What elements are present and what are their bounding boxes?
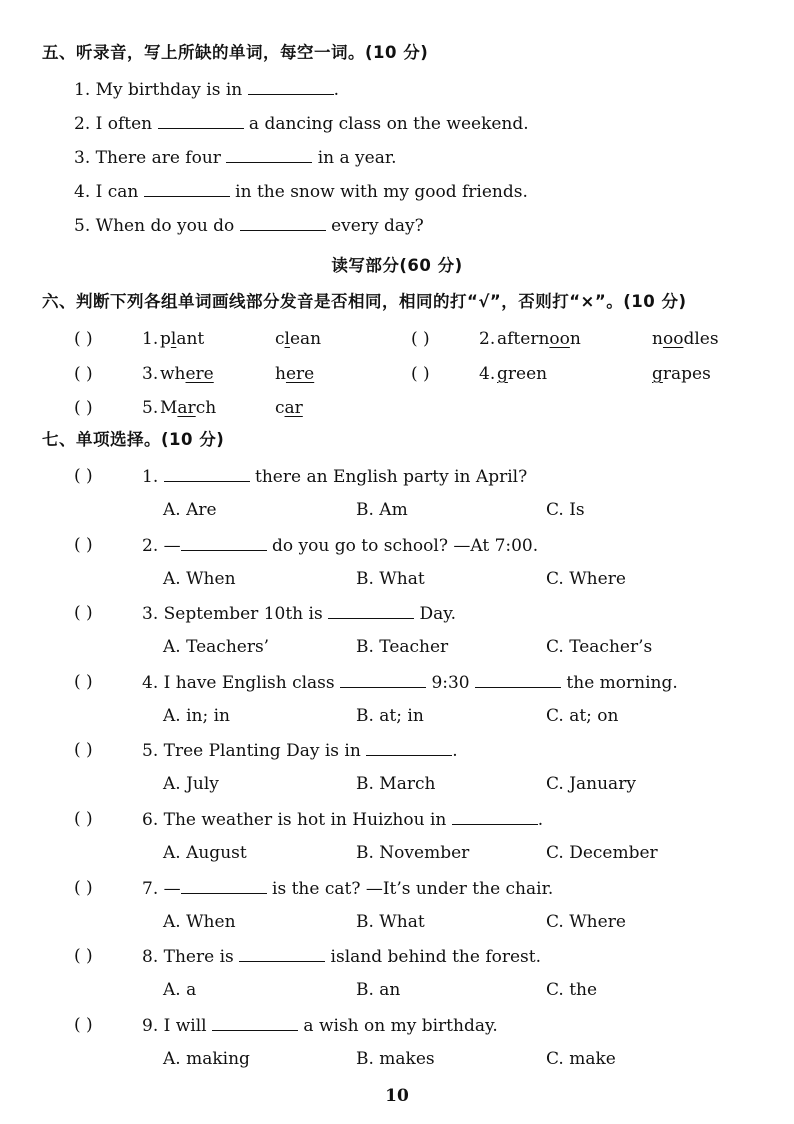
- answer-blank[interactable]: [328, 602, 414, 619]
- fill-in-item: [74, 78, 339, 101]
- option-a[interactable]: A. Are: [163, 500, 217, 520]
- option-a[interactable]: A. When: [163, 912, 236, 932]
- answer-blank[interactable]: [181, 534, 267, 551]
- page-number: 10: [385, 1086, 409, 1106]
- answer-parentheses[interactable]: ( ): [74, 946, 93, 966]
- item-text: .: [333, 80, 340, 100]
- underlined-letters: oo: [549, 329, 570, 349]
- option-b[interactable]: B. Teacher: [356, 637, 449, 657]
- option-c[interactable]: C. December: [546, 843, 658, 863]
- question-stem: [142, 602, 456, 625]
- stem-text: 9. I will: [142, 1016, 213, 1036]
- word-part: ean: [289, 329, 322, 349]
- stem-text: .: [537, 810, 544, 830]
- option-b[interactable]: B. What: [356, 569, 425, 589]
- word-part: n: [652, 329, 663, 349]
- part-title: 读写部分(60 分): [331, 256, 463, 275]
- answer-blank[interactable]: [158, 112, 244, 129]
- word-one: [497, 328, 581, 350]
- pair-number: 5.: [142, 398, 159, 418]
- word-part: aftern: [497, 329, 550, 349]
- answer-blank[interactable]: [340, 671, 426, 688]
- question-stem: [142, 877, 553, 900]
- option-a[interactable]: A. making: [163, 1049, 250, 1069]
- stem-text: do you go to school? —At 7:00.: [266, 536, 539, 556]
- word-part: wh: [160, 364, 186, 384]
- answer-parentheses[interactable]: ( ): [74, 466, 93, 486]
- option-a[interactable]: A. July: [163, 774, 219, 794]
- section5-heading: 五、听录音，写上所缺的单词，每空一词。(10 分): [42, 43, 429, 62]
- word-two: [275, 328, 321, 350]
- item-text: in the snow with my good friends.: [229, 182, 528, 202]
- option-a[interactable]: A. Teachers’: [163, 637, 270, 657]
- answer-blank[interactable]: [248, 78, 334, 95]
- stem-text: 2. —: [142, 536, 181, 556]
- stem-text: 9:30: [426, 673, 476, 693]
- word-two: [652, 328, 719, 350]
- pair-number: 4.: [479, 364, 496, 384]
- answer-parentheses[interactable]: ( ): [74, 1015, 93, 1035]
- question-stem: [142, 739, 458, 762]
- answer-blank[interactable]: [239, 945, 325, 962]
- fill-in-item: [74, 146, 397, 169]
- word-one: [160, 397, 216, 419]
- word-two: [652, 363, 711, 385]
- word-part: c: [275, 329, 285, 349]
- option-c[interactable]: C. Is: [546, 500, 585, 520]
- pair-number: 1.: [142, 329, 159, 349]
- question-stem: [142, 671, 678, 694]
- question-stem: [142, 945, 541, 968]
- option-c[interactable]: C. January: [546, 774, 636, 794]
- underlined-letters: g: [652, 364, 663, 384]
- fill-in-item: [74, 214, 424, 237]
- stem-text: 1.: [142, 467, 164, 487]
- stem-text: Day.: [414, 604, 457, 624]
- answer-blank[interactable]: [366, 739, 452, 756]
- word-one: [497, 363, 547, 385]
- answer-parentheses[interactable]: ( ): [74, 809, 93, 829]
- option-c[interactable]: C. the: [546, 980, 598, 1000]
- item-text: in a year.: [312, 148, 397, 168]
- question-stem: [142, 534, 538, 557]
- item-text: 5. When do you do: [74, 216, 240, 236]
- item-text: a dancing class on the weekend.: [243, 114, 529, 134]
- answer-blank[interactable]: [452, 808, 538, 825]
- option-b[interactable]: B. an: [356, 980, 401, 1000]
- pair-number: 2.: [479, 329, 496, 349]
- item-text: 2. I often: [74, 114, 158, 134]
- option-c[interactable]: C. make: [546, 1049, 616, 1069]
- word-part: reen: [507, 364, 548, 384]
- underlined-letters: ere: [285, 364, 315, 384]
- stem-text: there an English party in April?: [249, 467, 528, 487]
- word-part: h: [275, 364, 286, 384]
- answer-parentheses[interactable]: ( ): [74, 878, 93, 898]
- item-text: 1. My birthday is in: [74, 80, 248, 100]
- word-one: [160, 328, 204, 350]
- answer-parentheses[interactable]: ( ): [411, 364, 430, 384]
- fill-in-item: [74, 180, 528, 203]
- word-part: c: [275, 398, 285, 418]
- option-a[interactable]: A. August: [163, 843, 247, 863]
- answer-blank[interactable]: [226, 146, 312, 163]
- stem-text: island behind the forest.: [325, 947, 541, 967]
- option-c[interactable]: C. Teacher’s: [546, 637, 653, 657]
- answer-blank[interactable]: [212, 1014, 298, 1031]
- answer-parentheses[interactable]: ( ): [74, 740, 93, 760]
- answer-blank[interactable]: [475, 671, 561, 688]
- answer-parentheses[interactable]: ( ): [74, 672, 93, 692]
- answer-blank[interactable]: [181, 877, 267, 894]
- option-b[interactable]: B. What: [356, 912, 425, 932]
- stem-text: 4. I have English class: [142, 673, 341, 693]
- option-b[interactable]: B. November: [356, 843, 470, 863]
- word-part: n: [569, 329, 581, 349]
- stem-text: 8. There is: [142, 947, 240, 967]
- underlined-letters: ere: [185, 364, 214, 384]
- underlined-letters: g: [497, 364, 508, 384]
- pair-number: 3.: [142, 364, 159, 384]
- answer-blank[interactable]: [164, 465, 250, 482]
- stem-text: 3. September 10th is: [142, 604, 329, 624]
- stem-text: 5. Tree Planting Day is in: [142, 741, 367, 761]
- answer-blank[interactable]: [240, 214, 326, 231]
- question-stem: [142, 1014, 498, 1037]
- stem-text: 7. —: [142, 879, 181, 899]
- word-two: [275, 397, 303, 419]
- question-stem: [142, 465, 527, 488]
- stem-text: .: [452, 741, 458, 761]
- answer-parentheses[interactable]: ( ): [74, 398, 93, 418]
- option-c[interactable]: C. Where: [546, 569, 626, 589]
- word-part: M: [160, 398, 178, 418]
- underlined-letters: l: [170, 329, 177, 349]
- fill-in-item: [74, 112, 529, 135]
- word-part: ant: [176, 329, 205, 349]
- word-part: ch: [195, 398, 217, 418]
- stem-text: is the cat? —It’s under the chair.: [266, 879, 554, 899]
- item-text: every day?: [325, 216, 424, 236]
- item-text: 3. There are four: [74, 148, 227, 168]
- word-two: [275, 363, 314, 385]
- option-a[interactable]: A. in; in: [163, 706, 230, 726]
- underlined-letters: oo: [662, 329, 684, 349]
- stem-text: a wish on my birthday.: [298, 1016, 498, 1036]
- answer-parentheses[interactable]: ( ): [74, 603, 93, 623]
- answer-parentheses[interactable]: ( ): [74, 535, 93, 555]
- word-part: rapes: [662, 364, 711, 384]
- answer-parentheses[interactable]: ( ): [74, 329, 93, 349]
- option-c[interactable]: C. at; on: [546, 706, 619, 726]
- option-b[interactable]: B. March: [356, 774, 436, 794]
- underlined-letters: ar: [284, 398, 303, 418]
- stem-text: 6. The weather is hot in Huizhou in: [142, 810, 452, 830]
- word-part: p: [160, 329, 171, 349]
- item-text: 4. I can: [74, 182, 144, 202]
- answer-parentheses[interactable]: ( ): [74, 364, 93, 384]
- stem-text: the morning.: [561, 673, 678, 693]
- section6-heading: 六、判断下列各组单词画线部分发音是否相同，相同的打“√”，否则打“×”。(10 分): [42, 292, 687, 311]
- option-a[interactable]: A. When: [163, 569, 236, 589]
- word-part: dles: [683, 329, 719, 349]
- option-b[interactable]: B. at; in: [356, 706, 424, 726]
- underlined-letters: l: [284, 329, 290, 349]
- option-a[interactable]: A. a: [163, 980, 197, 1000]
- answer-blank[interactable]: [144, 180, 230, 197]
- option-c[interactable]: C. Where: [546, 912, 626, 932]
- section7-heading: 七、单项选择。(10 分): [42, 430, 225, 449]
- answer-parentheses[interactable]: ( ): [411, 329, 430, 349]
- word-one: [160, 363, 214, 385]
- option-b[interactable]: B. Am: [356, 500, 408, 520]
- underlined-letters: ar: [177, 398, 196, 418]
- question-stem: [142, 808, 543, 831]
- option-b[interactable]: B. makes: [356, 1049, 435, 1069]
